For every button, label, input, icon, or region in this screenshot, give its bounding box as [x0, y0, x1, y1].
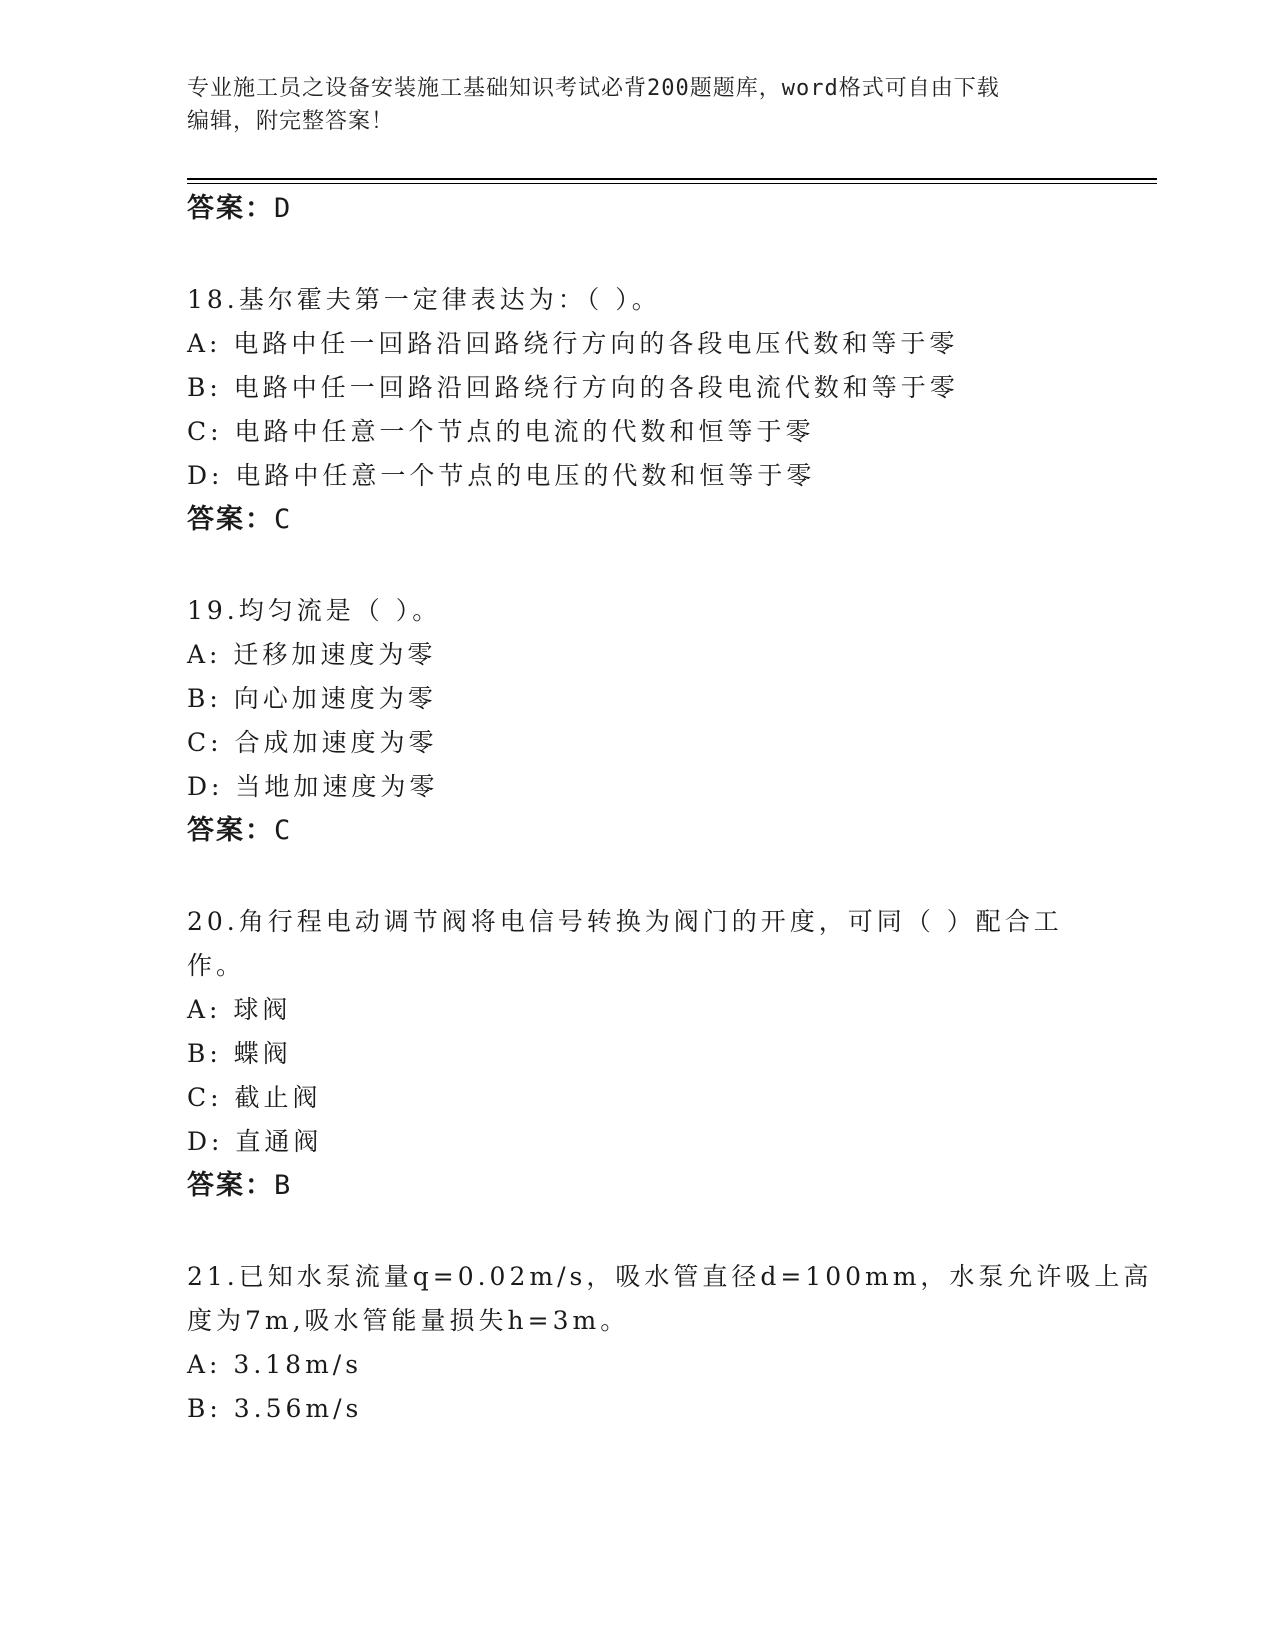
question-18-option-c: C: 电路中任意一个节点的电流的代数和恒等于零: [187, 417, 815, 446]
question-18-answer: [187, 503, 292, 537]
question-18-option-a: A: 电路中任一回路沿回路绕行方向的各段电压代数和等于零: [187, 329, 959, 358]
question-19-option-d: D: 当地加速度为零: [187, 772, 439, 801]
prev-answer: [187, 192, 292, 226]
question-21-option-b: B: 3.56m/s: [187, 1394, 363, 1423]
answer-label: 答案：: [187, 193, 274, 224]
answer-value: D: [274, 193, 293, 224]
answer-label: 答案：: [187, 1170, 274, 1201]
question-20-answer: [187, 1169, 292, 1203]
question-21-text-line-2: 度为7m,吸水管能量损失h=3m。: [187, 1306, 630, 1335]
question-18-option-d: D: 电路中任意一个节点的电压的代数和恒等于零: [187, 461, 816, 490]
header-line-2: 编辑，附完整答案！: [187, 109, 395, 134]
answer-label: 答案：: [187, 504, 274, 535]
question-19-answer: [187, 814, 292, 848]
header-line-1: 专业施工员之设备安装施工基础知识考试必背200题题库，word格式可自由下载: [187, 76, 1000, 101]
question-21-option-a: A: 3.18m/s: [187, 1350, 363, 1379]
answer-value: C: [274, 815, 293, 846]
question-19-option-a: A: 迁移加速度为零: [187, 640, 437, 669]
question-20-option-d: D: 直通阀: [187, 1127, 323, 1156]
question-18-text: 18.基尔霍夫第一定律表达为：（ ）。: [187, 285, 661, 314]
question-20-option-c: C: 截止阀: [187, 1083, 322, 1112]
question-19-option-c: C: 合成加速度为零: [187, 728, 438, 757]
header-divider-thin: [187, 183, 1157, 184]
question-19-text: 19.均匀流是（ ）。: [187, 596, 442, 625]
document-header: [187, 72, 1087, 138]
question-20-option-b: B: 蝶阀: [187, 1039, 292, 1068]
answer-value: C: [274, 504, 293, 535]
question-18-option-b: B: 电路中任一回路沿回路绕行方向的各段电流代数和等于零: [187, 373, 959, 402]
answer-value: B: [274, 1170, 293, 1201]
question-20-text-line-2: 作。: [187, 951, 246, 980]
header-divider-thick: [187, 178, 1157, 180]
answer-label: 答案：: [187, 815, 274, 846]
question-20-text-line-1: 20.角行程电动调节阀将电信号转换为阀门的开度，可同（ ）配合工: [187, 907, 1063, 936]
question-21-text-line-1: 21.已知水泵流量q=0.02m/s，吸水管直径d=100mm，水泵允许吸上高: [187, 1262, 1153, 1291]
question-19-option-b: B: 向心加速度为零: [187, 684, 437, 713]
question-20-option-a: A: 球阀: [187, 995, 292, 1024]
